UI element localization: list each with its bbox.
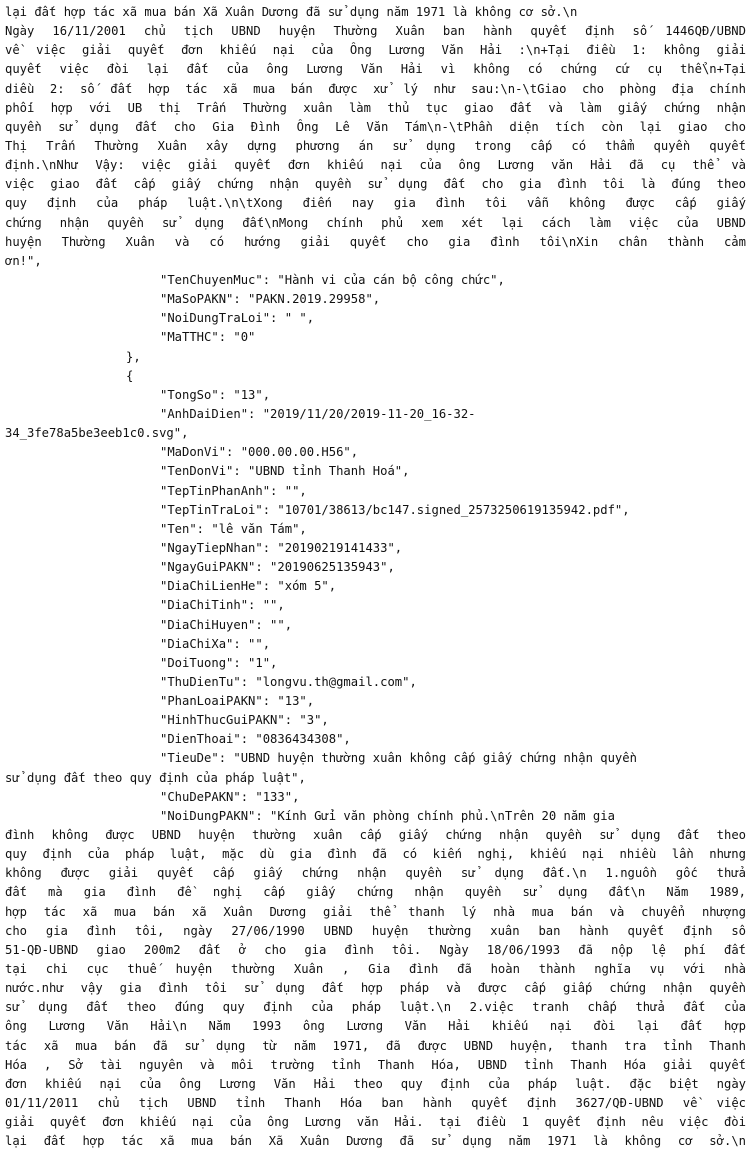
- text-line: "Ten": "lê văn Tám",: [160, 521, 307, 536]
- text-line: đình không được UBND huyện thường xuân cấp giấy chứng nhận quyền sử dụng đất theo: [5, 828, 746, 843]
- text-line: "MaTTHC": "0": [160, 330, 256, 345]
- text-line: 01/11/2011 chủ tịch UBND tỉnh Thanh Hóa ban hành quyết định 3627/QĐ-UBND về việc: [5, 1096, 746, 1111]
- text-line: đơn khiếu nại của ông Lương Văn Hải theo quy định của pháp luật. đặc biệt ngày: [5, 1076, 746, 1091]
- text-line: 51-QĐ-UBND giao 200m2 đất ở cho gia đình tôi. Ngày 18/06/1993 đã nộp lệ phí đất: [5, 942, 746, 957]
- text-line: sử dụng đất theo quy định của pháp luật",: [5, 770, 306, 785]
- text-line: Thị Trấn Thường Xuân xây dựng phương án sử dụng trong cấp có thẩm quyền quyết: [5, 138, 746, 153]
- text-line: "TenDonVi": "UBND tỉnh Thanh Hoá",: [160, 464, 410, 479]
- text-line: "TenChuyenMuc": "Hành vi của cán bộ công chức",: [160, 272, 505, 287]
- text-line: "NgayTiepNhan": "20190219141433",: [160, 540, 403, 555]
- text-line: lại đất hợp tác xã mua bán Xã Xuân Dương đã sử dụng năm 1971 là không cơ sở.\n: [5, 5, 578, 19]
- text-line: cho gia đình tôi, ngày 27/06/1990 UBND huyện thường xuân ban hành quyết định số: [5, 923, 746, 938]
- text-line: "DiaChiLienHe": "xóm 5",: [160, 579, 337, 594]
- text-line: tác xã mua bán đã sử dụng từ năm 1971, đã được UBND huyện, thanh tra tỉnh Thanh: [5, 1038, 746, 1053]
- text-line: "TieuDe": "UBND huyện thường xuân không cấp giấy chứng nhận quyền: [160, 751, 637, 766]
- text-line: "MaDonVi": "000.00.00.H56",: [160, 445, 359, 460]
- text-line: {: [126, 368, 134, 383]
- text-line: "DoiTuong": "1",: [160, 655, 278, 670]
- text-line: "MaSoPAKN": "PAKN.2019.29958",: [160, 292, 381, 307]
- text-line: "DiaChiHuyen": "",: [160, 617, 293, 632]
- text-line: giải quyết đơn khiếu nại của ông Lương văn Hải. tại điều 1 quyết định nêu việc đòi: [5, 1115, 746, 1130]
- text-line: "TongSo": "13",: [160, 387, 271, 402]
- text-line: Ngày 16/11/2001 chủ tịch UBND huyện Thường Xuân ban hành quyết định số 1446QĐ/UBND: [5, 24, 746, 39]
- text-line: việc giao đất cấp giấy chứng nhận quyền sử dụng đất cho gia đình tôi là đúng theo: [5, 177, 746, 192]
- text-line: "NgayGuiPAKN": "20190625135943",: [160, 560, 395, 575]
- text-line: nước.như vậy gia đình tôi sử dụng đất hợp pháp và được cấp giấp chứng nhận quyền: [5, 981, 746, 996]
- text-line: định.\nNhư Vậy: việc giải quyết đơn khiếu nại của ông Lương văn Hải đã cụ thể và: [5, 158, 746, 173]
- text-line: chứng nhận quyền sử dụng đất\nMong chính phủ xem xét lại cách làm việc của UBND: [5, 215, 746, 230]
- text-line: quyền sử dụng đất cho Gia Đình Ông Lê Văn Tám\n-\tPhần diện tích còn lại giao cho: [5, 119, 746, 134]
- text-line: quy định của pháp luật.\n\tXong điến nay gia đình tôi vẫn không được cấp giấy: [5, 196, 746, 211]
- text-line: lại đất hợp tác xã mua bán Xã Xuân Dương đã sử dụng năm 1971 là không cơ sở.\n: [5, 1134, 746, 1149]
- text-line: đất mà gia đình đề nghị cấp giấy chứng nhận quyền sử dụng đất\n Năm 1989,: [5, 885, 746, 900]
- text-line: quyết việc đòi lại đất của ông Lương Văn Hải vì không có chứng cứ cụ thể\n+Tại: [5, 62, 746, 77]
- text-line: phối hợp với UB thị Trấn Thường xuân làm thủ tục giao đất và làm giấy chứng nhận: [5, 100, 746, 115]
- text-line: ơn!",: [5, 253, 42, 268]
- text-line: "DienThoai": "0836434308",: [160, 732, 351, 747]
- text-line: "TepTinTraLoi": "10701/38613/bc147.signed_2573250619135942.pdf",: [160, 502, 630, 517]
- text-line: diều 2: số đất hợp tác xã mua bán được xử lý như sau:\n-\tGiao cho phòng địa chính: [5, 81, 746, 96]
- text-line: "DiaChiTinh": "",: [160, 598, 285, 613]
- text-line: tại chi cục thuế huyện thường Xuân , Gia đình đã hoàn thành nghĩa vụ với nhà: [5, 962, 746, 977]
- text-line: },: [126, 349, 141, 364]
- text-line: "ThuDienTu": "longvu.th@gmail.com",: [160, 674, 417, 689]
- text-line: hợp tác xã mua bán xã Xuân Dương giải thể thanh lý nhà mua bán và chuyển nhượng: [5, 904, 746, 919]
- text-line: 34_3fe78a5be3eeb1c0.svg",: [5, 426, 189, 441]
- text-line: huyện Thường Xuân và có hướng giải quyết cho gia đình tôi\nXin chân thành cảm: [5, 234, 746, 249]
- text-line: "NoiDungPAKN": "Kính Gửi văn phòng chính phủ.\nTrên 20 năm gia: [160, 808, 615, 823]
- text-line: quy định của pháp luật, mặc dù gia đình đã có kiến nghị, khiếu nại nhiều lần nhưng: [5, 847, 746, 862]
- text-line: "DiaChiXa": "",: [160, 636, 271, 651]
- text-line: "ChuDePAKN": "133",: [160, 789, 300, 804]
- text-line: về việc giải quyết đơn khiếu nại của Ông Lương Văn Hải :\n+Tại điều 1: không giải: [5, 43, 746, 58]
- text-line: ông Lương Văn Hải\n Năm 1993 ông Lương Văn Hải khiếu nại đòi lại đất hợp: [5, 1019, 746, 1034]
- text-line: "HinhThucGuiPAKN": "3",: [160, 713, 329, 728]
- text-line: Hóa , Sở tài nguyên và môi trường tỉnh Thanh Hóa, UBND tỉnh Thanh Hóa giải quyết: [5, 1057, 746, 1072]
- text-line: "TepTinPhanAnh": "",: [160, 483, 307, 498]
- text-line: sử dụng đất theo đúng quy định của pháp luật.\n 2.việc tranh chấp thửa đất của: [5, 1000, 746, 1015]
- text-line: "NoiDungTraLoi": " ",: [160, 311, 315, 326]
- text-line: không được giải quyết cấp giấy chứng nhận quyền sử dụng đất.\n 1.nguồn gốc thửa: [5, 866, 746, 881]
- text-line: "PhanLoaiPAKN": "13",: [160, 694, 315, 709]
- text-line: "AnhDaiDien": "2019/11/20/2019-11-20_16-32-: [160, 406, 476, 421]
